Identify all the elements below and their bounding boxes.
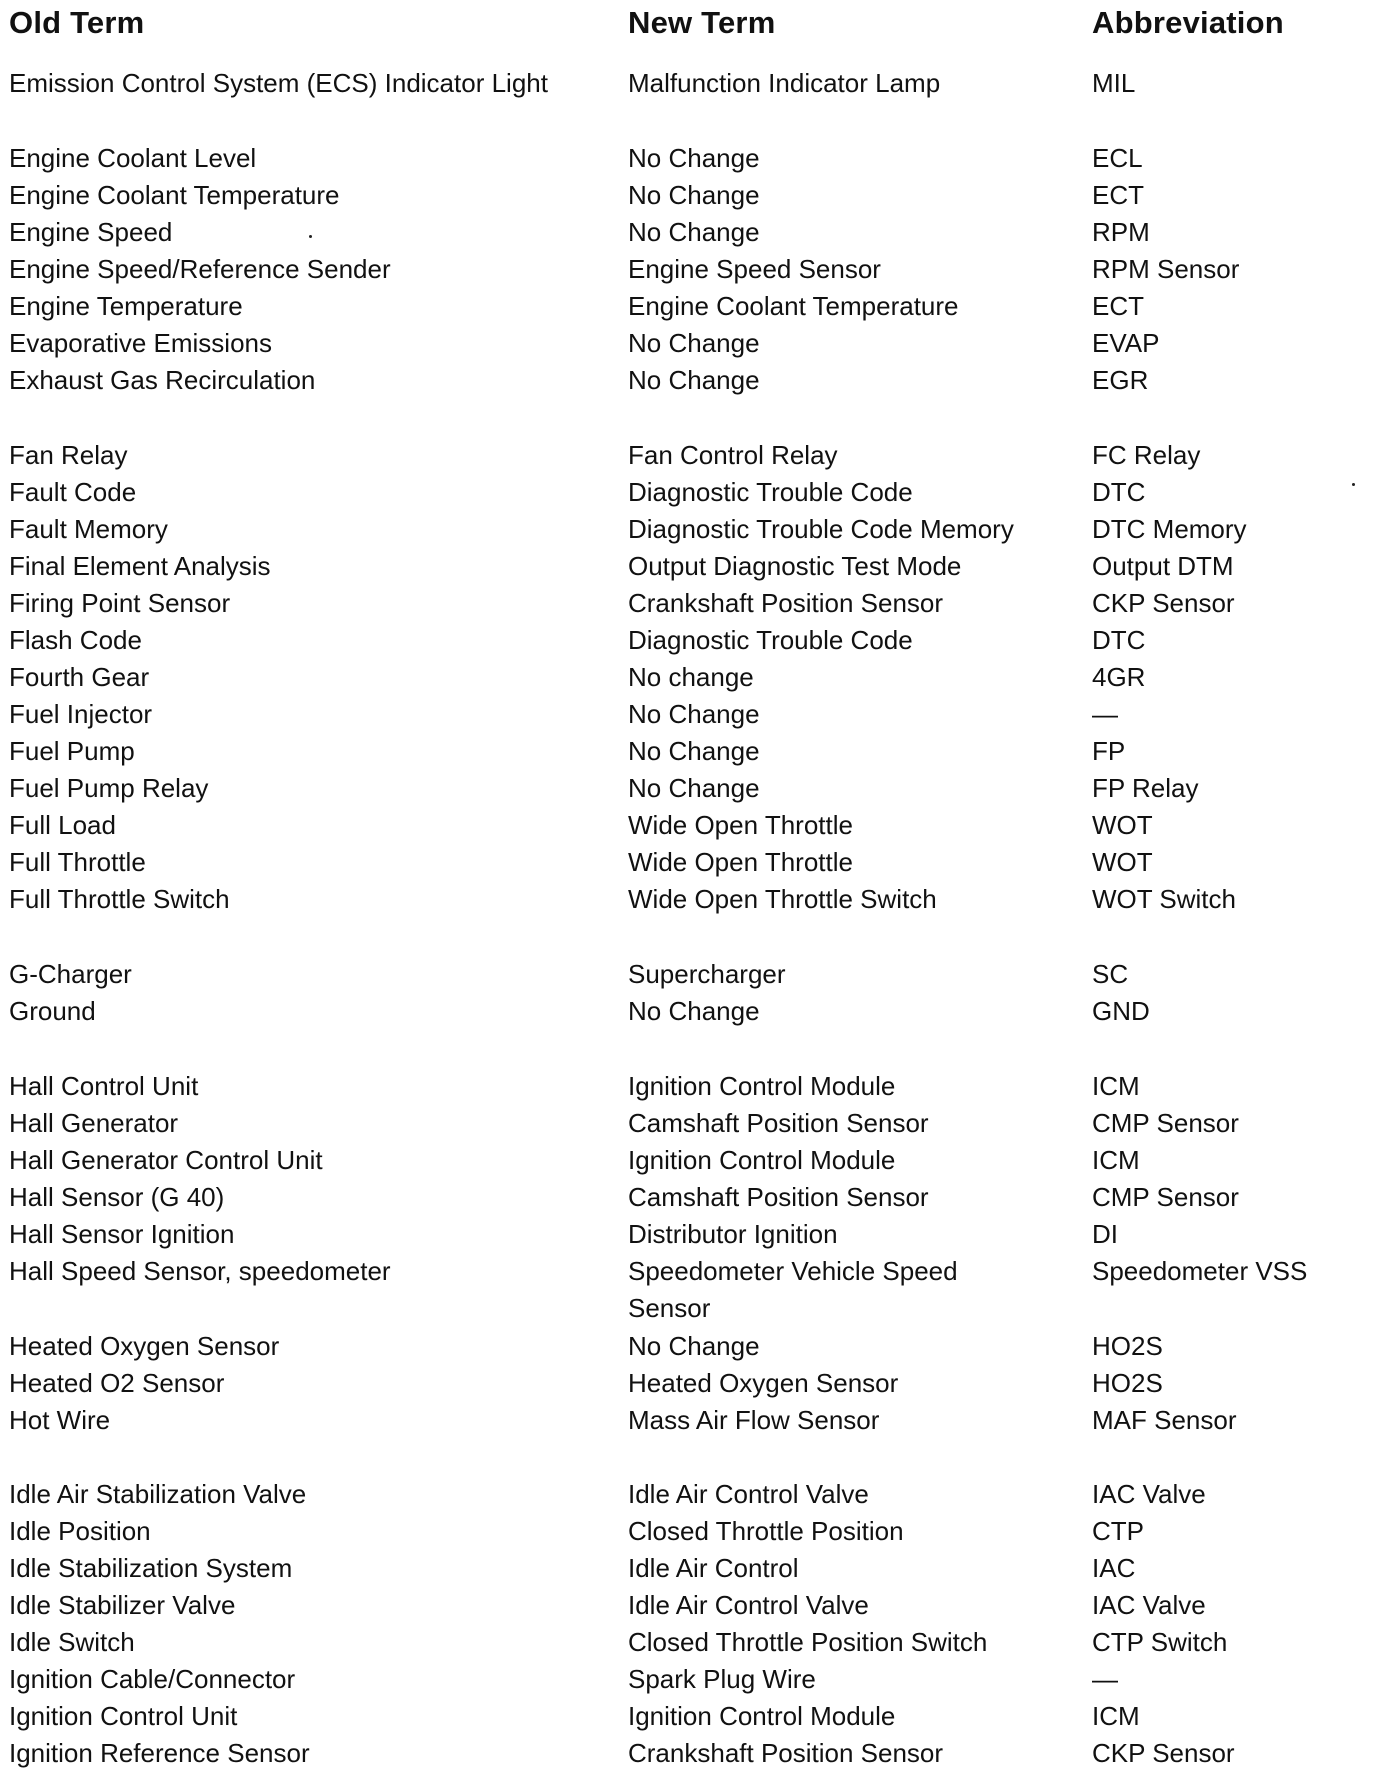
stray-dot [309,235,312,238]
abbreviation-cell: DTC [1092,477,1146,507]
old-term-cell: Engine Speed/Reference Sender [9,254,391,284]
new-term-cell: No Change [628,1331,760,1361]
new-term-cell: Fan Control Relay [628,440,838,470]
table-row [0,1402,1376,1439]
abbreviation-cell: CMP Sensor [1092,1108,1239,1138]
new-term-cell: Wide Open Throttle Switch [628,884,937,914]
table-row [0,696,1376,733]
new-term-cell: Idle Air Control Valve [628,1479,869,1509]
table-row [0,1105,1376,1142]
table-row [0,177,1376,214]
new-term-cell: Supercharger [628,959,786,989]
stray-dot [1352,483,1355,486]
new-term-cell: Camshaft Position Sensor [628,1108,929,1138]
old-term-cell: Ignition Control Unit [9,1701,238,1731]
table-row [0,214,1376,251]
abbreviation-cell: WOT [1092,810,1153,840]
table-row [0,770,1376,807]
abbreviation-cell: FP [1092,736,1126,766]
abbreviation-cell: ICM [1092,1701,1140,1731]
new-term-cell: No Change [628,736,760,766]
old-term-cell: Flash Code [9,625,142,655]
new-term-cell: Diagnostic Trouble Code [628,477,913,507]
old-term-cell: Ground [9,996,96,1026]
table-row [0,807,1376,844]
table-row [0,1068,1376,1105]
new-term-cell: Ignition Control Module [628,1071,896,1101]
new-term-cell: No Change [628,180,760,210]
abbreviation-cell: CMP Sensor [1092,1182,1239,1212]
abbreviation-cell: FC Relay [1092,440,1201,470]
abbreviation-cell: FP Relay [1092,773,1199,803]
table-row [0,1179,1376,1216]
new-term-cell: Distributor Ignition [628,1219,838,1249]
old-term-cell: Engine Coolant Level [9,143,257,173]
old-term-cell: Emission Control System (ECS) Indicator Light [9,68,548,98]
table-row [0,956,1376,993]
new-term-cell: No Change [628,365,760,395]
old-term-cell: Evaporative Emissions [9,328,272,358]
old-term-cell: Firing Point Sensor [9,588,231,618]
abbreviation-cell: ECT [1092,180,1144,210]
table-row [0,511,1376,548]
abbreviation-cell: DTC [1092,625,1146,655]
old-term-cell: Hall Generator [9,1108,179,1138]
table-row [0,1328,1376,1365]
old-term-cell: Ignition Cable/Connector [9,1664,296,1694]
old-term-cell: Hall Control Unit [9,1071,199,1101]
table-row [0,659,1376,696]
table-row [0,65,1376,139]
table-row [0,1513,1376,1550]
abbreviation-cell: — [1092,1664,1118,1694]
new-term-cell: Idle Air Control Valve [628,1590,869,1620]
abbreviation-cell: CTP [1092,1516,1144,1546]
new-term-cell: Closed Throttle Position Switch [628,1627,988,1657]
new-term-cell: No Change [628,217,760,247]
abbreviation-cell: RPM Sensor [1092,254,1240,284]
new-term-cell: No Change [628,328,760,358]
old-term-cell: Ignition Reference Sensor [9,1738,310,1768]
table-row [0,140,1376,177]
table-row [0,288,1376,325]
new-term-cell: No Change [628,773,760,803]
old-term-cell: Exhaust Gas Recirculation [9,365,316,395]
old-term-cell: Idle Stabilizer Valve [9,1590,236,1620]
old-term-cell: Idle Switch [9,1627,135,1657]
new-term-cell: Malfunction Indicator Lamp [628,68,941,98]
abbreviation-cell: — [1092,699,1118,729]
table-row [0,1587,1376,1624]
new-term-cell: No Change [628,699,760,729]
table-row [0,251,1376,288]
header-old-term: Old Term [9,5,145,40]
abbreviation-cell: WOT Switch [1092,884,1236,914]
abbreviation-cell: MAF Sensor [1092,1405,1237,1435]
header-abbreviation: Abbreviation [1092,5,1284,40]
new-term-cell: Wide Open Throttle [628,810,853,840]
abbreviation-cell: WOT [1092,847,1153,877]
abbreviation-cell: CTP Switch [1092,1627,1228,1657]
new-term-cell: Ignition Control Module [628,1145,896,1175]
new-term-cell: Closed Throttle Position [628,1516,904,1546]
new-term-cell: No change [628,662,754,692]
old-term-cell: Heated O2 Sensor [9,1368,225,1398]
abbreviation-cell: IAC Valve [1092,1479,1206,1509]
new-term-cell: Engine Coolant Temperature [628,291,959,321]
new-term-cell: Wide Open Throttle [628,847,853,877]
table-row [0,585,1376,622]
abbreviation-cell: HO2S [1092,1368,1163,1398]
old-term-cell: Final Element Analysis [9,551,271,581]
abbreviation-cell: RPM [1092,217,1150,247]
new-term-cell: Spark Plug Wire [628,1664,816,1694]
new-term-cell: Mass Air Flow Sensor [628,1405,880,1435]
abbreviation-cell: EGR [1092,365,1149,395]
table-row [0,1476,1376,1513]
table-row [0,733,1376,770]
abbreviation-cell: IAC Valve [1092,1590,1206,1620]
old-term-cell: Full Throttle [9,847,146,877]
old-term-cell: Full Throttle Switch [9,884,230,914]
table-row [0,1142,1376,1179]
old-term-cell: Idle Air Stabilization Valve [9,1479,307,1509]
abbreviation-cell: EVAP [1092,328,1160,358]
abbreviation-cell: Speedometer VSS [1092,1256,1308,1286]
new-term-cell: Output Diagnostic Test Mode [628,551,962,581]
abbreviation-cell: CKP Sensor [1092,1738,1235,1768]
old-term-cell: Fuel Pump [9,736,135,766]
old-term-cell: Fault Memory [9,514,168,544]
old-term-cell: Fault Code [9,477,137,507]
table-row [0,622,1376,659]
old-term-cell: Engine Speed [9,217,173,247]
old-term-cell: Heated Oxygen Sensor [9,1331,280,1361]
abbreviation-cell: SC [1092,959,1129,989]
old-term-cell: Fuel Injector [9,699,153,729]
new-term-cell: Diagnostic Trouble Code Memory [628,514,1014,544]
old-term-cell: Engine Temperature [9,291,243,321]
old-term-cell: Fan Relay [9,440,128,470]
table-row [0,1624,1376,1661]
old-term-cell: Hall Speed Sensor, speedometer [9,1256,391,1286]
table-row [0,362,1376,399]
new-term-cell: Engine Speed Sensor [628,254,881,284]
old-term-cell: Full Load [9,810,116,840]
old-term-cell: Idle Position [9,1516,151,1546]
abbreviation-cell: ECL [1092,143,1143,173]
new-term-cell: Heated Oxygen Sensor [628,1368,899,1398]
new-term-cell: No Change [628,143,760,173]
new-term-cell: Speedometer Vehicle Speed Sensor [628,1256,958,1323]
old-term-cell: Fuel Pump Relay [9,773,209,803]
new-term-cell: Idle Air Control [628,1553,799,1583]
table-row [0,1698,1376,1735]
table-row [0,1365,1376,1402]
new-term-cell: Crankshaft Position Sensor [628,1738,944,1768]
old-term-cell: Hall Generator Control Unit [9,1145,323,1175]
new-term-cell: Ignition Control Module [628,1701,896,1731]
abbreviation-cell: ICM [1092,1145,1140,1175]
abbreviation-cell: ICM [1092,1071,1140,1101]
table-row [0,1253,1376,1327]
table-row [0,844,1376,881]
abbreviation-cell: 4GR [1092,662,1146,692]
abbreviation-cell: MIL [1092,68,1136,98]
new-term-cell: No Change [628,996,760,1026]
abbreviation-cell: DI [1092,1219,1118,1249]
abbreviation-cell: ECT [1092,291,1144,321]
header-new-term: New Term [628,5,776,40]
abbreviation-cell: GND [1092,996,1150,1026]
old-term-cell: Fourth Gear [9,662,150,692]
old-term-cell: Hall Sensor (G 40) [9,1182,225,1212]
table-row [0,437,1376,474]
abbreviation-cell: CKP Sensor [1092,588,1235,618]
table-row [0,881,1376,918]
old-term-cell: Idle Stabilization System [9,1553,293,1583]
table-row [0,325,1376,362]
table-row [0,993,1376,1030]
abbreviation-cell: DTC Memory [1092,514,1247,544]
table-row [0,1661,1376,1698]
new-term-cell: Crankshaft Position Sensor [628,588,944,618]
old-term-cell: G-Charger [9,959,132,989]
table-row [0,1550,1376,1587]
old-term-cell: Hot Wire [9,1405,111,1435]
abbreviation-cell: IAC [1092,1553,1136,1583]
table-row [0,1216,1376,1253]
new-term-cell: Diagnostic Trouble Code [628,625,913,655]
old-term-cell: Engine Coolant Temperature [9,180,340,210]
table-row [0,548,1376,585]
old-term-cell: Hall Sensor Ignition [9,1219,235,1249]
table-row [0,474,1376,511]
new-term-cell: Camshaft Position Sensor [628,1182,929,1212]
abbreviation-cell: Output DTM [1092,551,1234,581]
abbreviation-cell: HO2S [1092,1331,1163,1361]
